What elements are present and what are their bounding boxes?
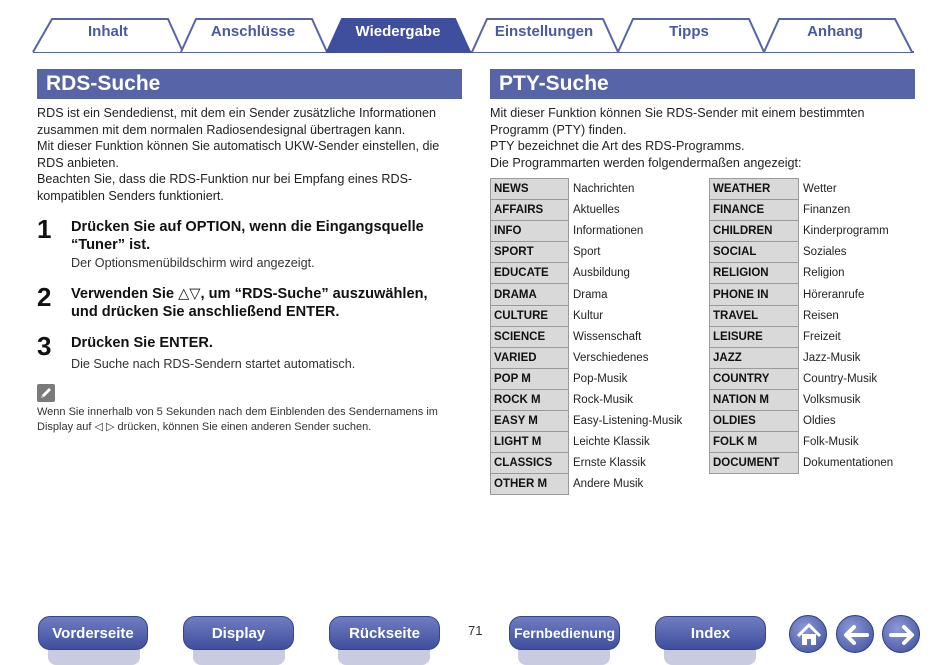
pty-row: [710, 389, 899, 410]
pty-row: [710, 347, 899, 368]
pty-name: Nachrichten: [573, 183, 635, 196]
pty-row: [710, 263, 899, 284]
pty-code: CULTURE: [491, 305, 569, 326]
arrow-left-icon: [837, 616, 875, 654]
pty-name: Ausbildung: [573, 267, 630, 280]
pty-name: Kinderprogramm: [803, 225, 889, 238]
vorderseite-button[interactable]: Vorderseite: [38, 616, 148, 650]
display-button[interactable]: Display: [183, 616, 294, 650]
pty-row: [491, 284, 688, 305]
pty-name: Oldies: [803, 415, 836, 428]
pty-code: NEWS: [491, 179, 569, 200]
pty-name: Religion: [803, 267, 845, 280]
pty-name: Sport: [573, 246, 601, 259]
pty-name: Wetter: [803, 183, 837, 196]
step-2-number: 2: [37, 282, 52, 312]
pty-code: DRAMA: [491, 284, 569, 305]
pty-row: [491, 474, 688, 495]
pty-row: [710, 305, 899, 326]
pty-code: POP M: [491, 368, 569, 389]
pty-row: [710, 200, 899, 221]
pty-row: [491, 411, 688, 432]
pty-code: RELIGION: [710, 263, 799, 284]
rds-intro-line: Beachten Sie, dass die RDS-Funktion nur bei Empfang eines RDS-: [37, 172, 413, 187]
pty-name: Kultur: [573, 309, 604, 322]
step-3-number: 3: [37, 331, 52, 361]
home-icon: [790, 616, 828, 654]
pty-row: [491, 453, 688, 474]
forward-button[interactable]: [882, 615, 920, 653]
pty-table-right: [709, 178, 899, 474]
step-1-title-line-2: “Tuner” ist.: [71, 237, 151, 253]
rueckseite-button[interactable]: Rückseite: [329, 616, 440, 650]
pty-code: JAZZ: [710, 347, 799, 368]
fernbedienung-button[interactable]: Fernbedienung: [509, 616, 620, 650]
pty-row: [491, 347, 688, 368]
rds-note-line: Display auf ◁ ▷ drücken, können Sie einen anderen Sender suchen.: [37, 421, 372, 433]
pty-name: Rock-Musik: [573, 393, 634, 406]
rds-intro-line: RDS anbieten.: [37, 155, 119, 170]
pty-name: Aktuelles: [573, 204, 620, 217]
rds-intro-line: kompatiblen Senders funktioniert.: [37, 188, 224, 203]
rds-intro-line: zusammen mit dem normalen Radiosendesignal übertragen kann.: [37, 122, 406, 137]
pty-code: CHILDREN: [710, 221, 799, 242]
pty-row: [710, 326, 899, 347]
pencil-note-icon: [37, 384, 55, 402]
pty-name: Country-Musik: [803, 372, 878, 385]
pty-intro-line: PTY bezeichnet die Art des RDS-Programms.: [490, 139, 745, 154]
pty-name: Freizeit: [803, 330, 841, 343]
pty-code: OTHER M: [491, 474, 569, 495]
button-shadow: [338, 648, 430, 665]
pty-row: [710, 179, 899, 200]
step-3-title: Drücken Sie ENTER.: [71, 335, 213, 351]
pty-code: AFFAIRS: [491, 200, 569, 221]
pty-code: PHONE IN: [710, 284, 799, 305]
pty-name: Soziales: [803, 246, 847, 259]
pty-code: LEISURE: [710, 326, 799, 347]
pty-name: Wissenschaft: [573, 330, 642, 343]
pty-code: CLASSICS: [491, 453, 569, 474]
pty-code: FINANCE: [710, 200, 799, 221]
tab-inhalt[interactable]: Inhalt: [88, 23, 128, 40]
tab-anschluesse[interactable]: Anschlüsse: [210, 23, 296, 40]
pty-row: [491, 263, 688, 284]
pty-row: [491, 242, 688, 263]
pty-code: WEATHER: [710, 179, 799, 200]
rds-section-title: RDS-Suche: [37, 69, 462, 99]
pty-code: EASY M: [491, 411, 569, 432]
pty-row: [491, 305, 688, 326]
pty-code: DOCUMENT: [710, 453, 799, 474]
home-button[interactable]: [789, 615, 827, 653]
pty-code: INFO: [491, 221, 569, 242]
pty-intro: [490, 105, 915, 171]
pty-row: [710, 411, 899, 432]
button-shadow: [664, 648, 756, 665]
button-shadow: [48, 648, 140, 665]
pty-code: COUNTRY: [710, 368, 799, 389]
step-1-title-line-1: Drücken Sie auf OPTION, wenn die Eingangsquelle: [71, 219, 424, 235]
pty-code: VARIED: [491, 347, 569, 368]
pty-code: ROCK M: [491, 389, 569, 410]
step-3-description: Die Suche nach RDS-Sendern startet automatisch.: [71, 357, 356, 371]
pty-code: EDUCATE: [491, 263, 569, 284]
pty-row: [710, 221, 899, 242]
pty-code: SCIENCE: [491, 326, 569, 347]
pty-table-left: [490, 178, 688, 495]
pty-name: Leichte Klassik: [573, 436, 650, 449]
tab-tipps[interactable]: Tipps: [669, 23, 709, 40]
pty-name: Jazz-Musik: [803, 351, 861, 364]
pty-name: Easy-Listening-Musik: [573, 415, 683, 428]
pty-name: Folk-Musik: [803, 436, 859, 449]
pty-row: [710, 284, 899, 305]
tab-anhang[interactable]: Anhang: [807, 23, 863, 40]
tab-wiedergabe[interactable]: Wiedergabe: [355, 23, 441, 40]
page-number: 71: [468, 623, 483, 638]
pty-name: Dokumentationen: [803, 457, 894, 470]
button-shadow: [518, 648, 610, 665]
button-shadow: [193, 648, 285, 665]
pty-row: [710, 368, 899, 389]
tab-einstellungen[interactable]: Einstellungen: [494, 23, 594, 40]
pty-section-title: PTY-Suche: [490, 69, 915, 99]
pty-row: [491, 200, 688, 221]
rds-intro-line: RDS ist ein Sendedienst, mit dem ein Sender zusätzliche Informationen: [37, 106, 437, 120]
step-2-title-line-1: Verwenden Sie △▽, um “RDS-Suche” auszuwählen,: [71, 286, 428, 302]
rds-intro-line: Mit dieser Funktion können Sie automatisch UKW-Sender einstellen, die: [37, 139, 440, 154]
pty-code: OLDIES: [710, 411, 799, 432]
pty-row: [491, 368, 688, 389]
pty-intro-line: Programm (PTY) finden.: [490, 122, 627, 137]
rds-note: [37, 405, 457, 435]
arrow-right-icon: [883, 616, 921, 654]
pty-name: Finanzen: [803, 204, 851, 217]
pty-name: Verschiedenes: [573, 351, 649, 364]
pty-code: FOLK M: [710, 432, 799, 453]
pty-row: [491, 389, 688, 410]
pty-row: [491, 326, 688, 347]
pty-code: LIGHT M: [491, 432, 569, 453]
pty-code: SPORT: [491, 242, 569, 263]
top-tab-bar: [0, 0, 950, 56]
pty-name: Höreranrufe: [803, 288, 865, 301]
pty-row: [491, 432, 688, 453]
pty-code: NATION M: [710, 389, 799, 410]
pty-row: [491, 221, 688, 242]
pty-row: [710, 242, 899, 263]
pty-code: TRAVEL: [710, 305, 799, 326]
pty-name: Informationen: [573, 225, 644, 238]
pty-name: Ernste Klassik: [573, 457, 646, 470]
pty-code: SOCIAL: [710, 242, 799, 263]
pty-name: Drama: [573, 288, 608, 301]
pty-name: Pop-Musik: [573, 372, 628, 385]
step-1-description: Der Optionsmenübildschirm wird angezeigt.: [71, 256, 315, 270]
pty-name: Volksmusik: [803, 393, 861, 406]
pty-name: Andere Musik: [573, 478, 644, 491]
pty-row: [710, 453, 899, 474]
back-button[interactable]: [836, 615, 874, 653]
pty-row: [491, 179, 688, 200]
pty-intro-line: Die Programmarten werden folgendermaßen angezeigt:: [490, 155, 802, 170]
pty-name: Reisen: [803, 309, 839, 322]
step-1-number: 1: [37, 214, 52, 244]
pty-intro-line: Mit dieser Funktion können Sie RDS-Sender mit einem bestimmten: [490, 106, 865, 120]
rds-note-line: Wenn Sie innerhalb von 5 Sekunden nach dem Einblenden des Sendernamens im: [37, 406, 438, 418]
index-button[interactable]: Index: [655, 616, 766, 650]
pty-row: [710, 432, 899, 453]
step-2-title-line-2: und drücken Sie anschließend ENTER.: [71, 304, 340, 320]
rds-intro: [37, 105, 467, 205]
